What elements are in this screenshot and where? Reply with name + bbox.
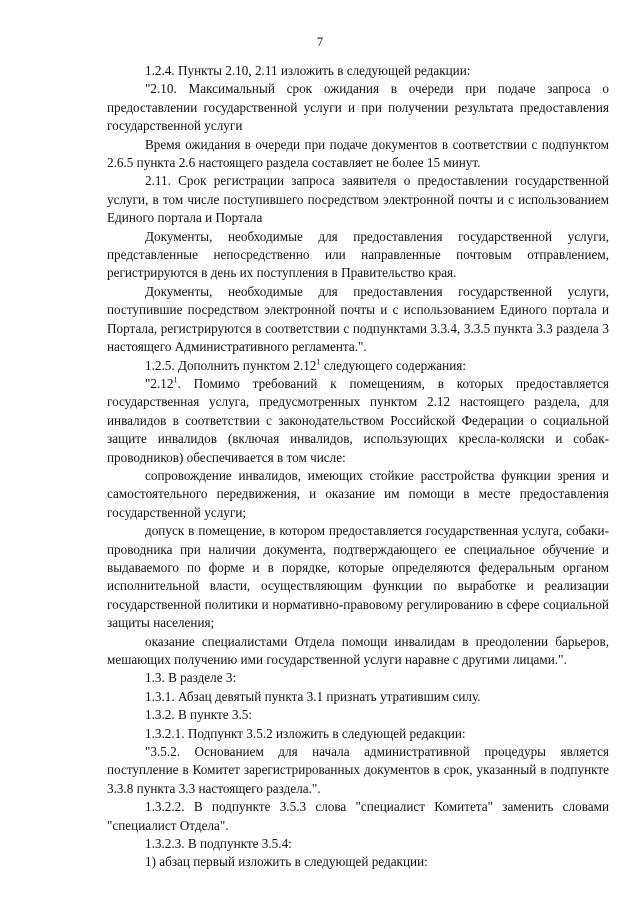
- paragraph: 1.3.2.1. Подпункт 3.5.2 изложить в следующей редакции:: [145, 725, 466, 741]
- paragraph: "2.12$^1$. Помимо требований к помещениям, в которых предоставляется государственная услуга, предусмотренных пунктом 2.12 настоящего раздела, для инвалидов в соответствии с законодательством Российской Федерации о социальной защите инвалидов (включая инвалидов, использующих кресла-коляски и собак-проводников) обеспечивается в том числе:: [107, 375, 609, 465]
- document-body: [107, 62, 609, 872]
- paragraph: 1.3. В разделе 3:: [145, 670, 237, 686]
- paragraph: Время ожидания в очереди при подаче документов в соответствии с подпунктом 2.6.5 пункта 2.6 настоящего раздела составляет не более 15 минут.: [107, 136, 609, 171]
- paragraph: сопровождение инвалидов, имеющих стойкие расстройства функции зрения и самостоятельного передвижения, и оказание им помощи в месте предоставления государственной услуги;: [107, 467, 609, 520]
- paragraph: Документы, необходимые для предоставления государственной услуги, поступившие посредством электронной почты и с использованием Единого портала и Портала, регистрируются в соответствии с подпунктами 3.3.4, 3.3.5 пункта 3.3 раздела 3 настоящего Административного регламента.".: [107, 283, 609, 355]
- superscript: 1: [316, 357, 321, 367]
- paragraph: 1.2.4. Пункты 2.10, 2.11 изложить в следующей редакции:: [145, 63, 471, 78]
- paragraph: 2.11. Срок регистрации запроса заявителя о предоставлении государственной услуги, в том числе поступившего посредством электронной почты и с использованием Единого портала и Портала: [107, 173, 609, 226]
- paragraph: 1.3.1. Абзац девятый пункта 3.1 признать утратившим силу.: [145, 688, 481, 704]
- paragraph: 1.3.2. В пункте 3.5:: [145, 707, 253, 723]
- paragraph: 1) абзац первый изложить в следующей редакции:: [145, 854, 428, 870]
- paragraph: 1.2.5. Дополнить пунктом 2.12$^1$ следующего содержания:: [145, 357, 466, 373]
- page-number: 7: [316, 35, 324, 49]
- paragraph: "3.5.2. Основанием для начала административной процедуры является поступление в Комитет зарегистрированных документов в срок, указанный в подпункте 3.3.8 пункта 3.3 настоящего раздела.".: [107, 744, 609, 796]
- paragraph: "2.10. Максимальный срок ожидания в очереди при подаче запроса о предоставлении государственной услуги и при получении результата предоставления государственной услуги: [107, 81, 609, 134]
- superscript: 1: [173, 375, 178, 385]
- paragraph: 1.3.2.3. В подпункте 3.5.4:: [145, 836, 292, 852]
- paragraph: Документы, необходимые для предоставления государственной услуги, представленные непосредственно или направленные почтовым отправлением, регистрируются в день их поступления в Правительство края.: [107, 228, 609, 281]
- paragraph: 1.3.2.2. В подпункте 3.5.3 слова "специалист Комитета" заменить словами "специалист Отдела".: [107, 799, 609, 833]
- paragraph: оказание специалистами Отдела помощи инвалидам в преодолении барьеров, мешающих получению ими государственной услуги наравне с другими лицами.".: [107, 633, 609, 667]
- paragraph: допуск в помещение, в котором предоставляется государственная услуга, собаки-проводника при наличии документа, подтверждающего ее специальное обучение и выдаваемого по форме и в порядке, которые определяются федеральным органом исполнительной власти, осуществляющим функции по выработке и реализации государственной политики и нормативно-правовому регулированию в сфере социальной защиты населения;: [107, 523, 609, 631]
